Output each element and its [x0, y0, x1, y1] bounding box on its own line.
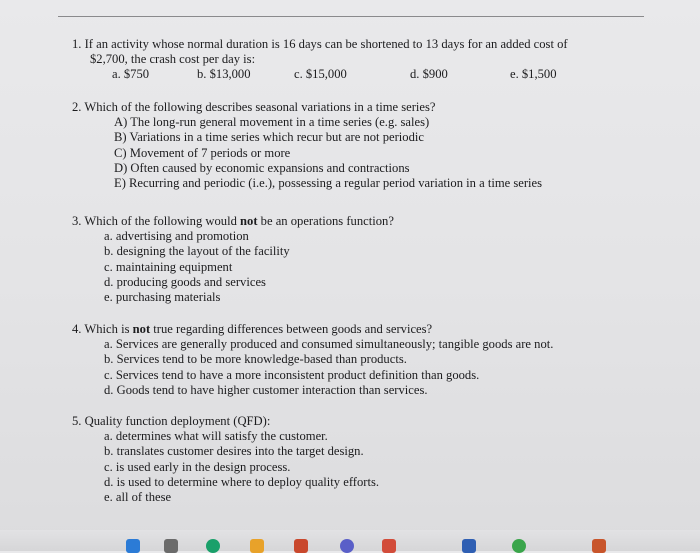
question-text-emphasis: not: [240, 214, 258, 228]
question-3-options: [72, 229, 672, 305]
option-b: b. Services tend to be more knowledge-based than products.: [104, 352, 407, 367]
question-1-stem: [72, 37, 672, 52]
taskbar: [0, 530, 700, 551]
option-c: c. maintaining equipment: [104, 259, 233, 274]
question-4-options: [72, 337, 672, 398]
question-text-after: true regarding differences between goods and services?: [150, 322, 433, 336]
question-text-after: be an operations function?: [257, 214, 394, 228]
question-text: Quality function deployment (QFD):: [84, 414, 271, 428]
question-text-emphasis: not: [132, 322, 151, 336]
option-c: c. is used early in the design process.: [104, 459, 291, 474]
question-1-options: [72, 67, 672, 82]
option-e: E) Recurring and periodic (i.e.), possessing a regular period variation in a time series: [114, 176, 543, 191]
question-text-before: Which is: [84, 322, 133, 336]
question-number: 4.: [72, 322, 82, 336]
option-d: D) Often caused by economic expansions and contractions: [114, 160, 410, 175]
question-text: If an activity whose normal duration is 16 days can be shortened to 13 days for an added cost of: [84, 37, 568, 51]
question-2-options: [72, 115, 672, 191]
question-1: [72, 37, 672, 82]
option-b: b. $13,000: [197, 67, 251, 81]
question-text: Which of the following describes seasonal variations in a time series?: [84, 100, 436, 114]
option-b: b. designing the layout of the facility: [104, 244, 290, 259]
option-a: A) The long-run general movement in a time series (e.g. sales): [114, 115, 430, 129]
option-d: d. $900: [410, 67, 448, 81]
question-4-stem: [72, 322, 672, 337]
question-number: 5.: [72, 414, 82, 428]
option-c: c. Services tend to have a more inconsistent product definition than goods.: [104, 367, 480, 382]
option-b: B) Variations in a time series which recur but are not periodic: [114, 130, 424, 145]
option-d: d. Goods tend to have higher customer interaction than services.: [104, 382, 428, 397]
option-a: a. Services are generally produced and consumed simultaneously; tangible goods are not.: [104, 337, 554, 351]
question-3: [72, 214, 672, 305]
question-2-stem: [72, 100, 672, 115]
question-5: [72, 414, 672, 505]
option-e: e. purchasing materials: [104, 290, 221, 305]
option-d: d. is used to determine where to deploy quality efforts.: [104, 474, 380, 489]
question-5-stem: [72, 414, 672, 429]
option-d: d. producing goods and services: [104, 274, 266, 289]
question-number: 2.: [72, 100, 82, 114]
question-5-options: [72, 429, 672, 505]
option-a: a. advertising and promotion: [104, 229, 249, 243]
question-3-stem: [72, 214, 672, 229]
question-number: 3.: [72, 214, 82, 228]
option-e: e. all of these: [104, 490, 172, 505]
question-1-stem-continued: $2,700, the crash cost per day is:: [90, 52, 256, 66]
option-b: b. translates customer desires into the target design.: [104, 444, 364, 459]
option-c: c. $15,000: [294, 67, 347, 81]
option-e: e. $1,500: [510, 67, 557, 81]
option-a: a. determines what will satisfy the customer.: [104, 429, 328, 443]
question-2: [72, 100, 672, 191]
question-4: [72, 322, 672, 398]
option-c: C) Movement of 7 periods or more: [114, 145, 291, 160]
option-a: a. $750: [112, 67, 150, 81]
question-text-before: Which of the following would: [84, 214, 241, 228]
question-number: 1.: [72, 37, 82, 51]
